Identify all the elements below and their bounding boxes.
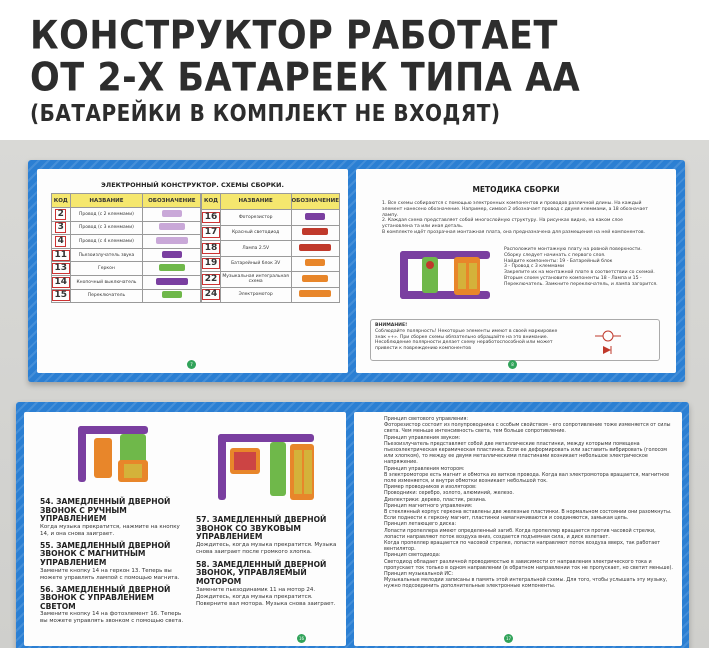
component-piece-icon xyxy=(156,278,188,285)
warning-title: ВНИМАНИЕ! xyxy=(375,323,408,328)
headline-line-2: ОТ 2-Х БАТАРЕЕК ТИПА АА xyxy=(30,56,581,101)
page-assembly-method xyxy=(356,169,676,373)
headline-line-3: (БАТАРЕЙКИ В КОМПЛЕКТ НЕ ВХОДЯТ) xyxy=(30,99,501,127)
principle-line: Принцип магнитного управления: xyxy=(384,502,473,509)
table-row xyxy=(52,275,201,289)
part-code xyxy=(202,209,221,225)
part-code xyxy=(202,241,221,257)
page-number: 7 xyxy=(187,360,196,369)
circuit-text: Замените пьезодинамик 11 на мотор 24. Дождитесь, когда музыка прекратится. Поверните вал мотора. Музыка снова заиграет. xyxy=(196,586,336,607)
page-doorbell-circuits xyxy=(24,412,346,646)
part-code-label: 11 xyxy=(52,250,70,261)
parts-table-title: ЭЛЕКТРОННЫЙ КОНСТРУКТОР. СХЕМЫ СБОРКИ. xyxy=(101,181,284,189)
part-code-label: 15 xyxy=(52,290,70,301)
circuit-title: 54. ЗАМЕДЛЕННЫЙ ДВЕРНОЙ ЗВОНОК С РУЧНЫМ УПРАВЛЕНИЕМ xyxy=(40,497,171,524)
part-code-label: 16 xyxy=(202,212,220,223)
table-row xyxy=(52,235,201,249)
col-header: КОД xyxy=(52,194,71,208)
part-name: Фоторезистор xyxy=(220,209,291,225)
col-header: ОБОЗНАЧЕНИЕ xyxy=(143,194,201,208)
assembly-intro xyxy=(382,201,652,236)
component-piece-icon xyxy=(305,213,325,220)
part-code xyxy=(52,289,71,303)
part-code xyxy=(202,256,221,272)
part-symbol xyxy=(143,289,201,303)
component-piece-icon xyxy=(302,275,328,282)
page-number: 17 xyxy=(505,636,512,641)
circuit-title: 55. ЗАМЕДЛЕННЫЙ ДВЕРНОЙ ЗВОНОК С МАГНИТНЫМ УПРАВЛЕНИЕМ xyxy=(40,540,171,567)
principle-line: Пример проводников и изоляторов: xyxy=(384,484,477,491)
assembly-steps xyxy=(504,247,662,288)
parts-table-right xyxy=(201,193,340,303)
part-name: Музыкальная интегральная схема xyxy=(220,272,291,288)
table-row xyxy=(52,208,201,222)
part-name: Геркон xyxy=(70,262,143,276)
table-row xyxy=(202,241,340,257)
circuit-text: Замените кнопку 14 на геркон 13. Теперь вы можете управлять лампой с помощью магнита. xyxy=(40,567,180,581)
part-name: Кнопочный выключатель xyxy=(70,275,143,289)
part-name: Провод (с 2 клеммами) xyxy=(70,208,143,222)
part-code xyxy=(52,275,71,289)
part-symbol xyxy=(291,225,339,241)
component-piece-icon xyxy=(299,244,331,251)
part-code xyxy=(52,208,71,222)
component-piece-icon xyxy=(305,259,325,266)
part-code-label: 22 xyxy=(202,274,220,285)
circuit-title: 58. ЗАМЕДЛЕННЫЙ ДВЕРНОЙ ЗВОНОК, УПРАВЛЯЕМЫЙ МОТОРОМ xyxy=(196,559,327,586)
principle-line: Диэлектрики: дерево, пластик, резина. xyxy=(384,496,487,503)
principle-line: В стеклянный корпус геркона вставлены две железные пластинки. В нормальном состоянии они разомкнуты. Если поднести к геркону магнит, пластинки намагничиваются и соединяются, замыкая цепь. xyxy=(384,509,672,522)
intro-paragraph: В комплекте идёт прозрачная монтажная плата, она предназначена для размещения на ней компонентов. xyxy=(382,229,646,235)
part-symbol xyxy=(143,248,201,262)
circuit-text: Дождитесь, когда музыка прекратится. Музыка снова заиграет после громкого хлопка. xyxy=(196,541,337,555)
component-piece-icon xyxy=(162,210,182,217)
doorbell-col-right xyxy=(196,516,340,608)
table-row xyxy=(202,256,340,272)
circuit-title: 56. ЗАМЕДЛЕННЫЙ ДВЕРНОЙ ЗВОНОК С УПРАВЛЕНИЕМ СВЕТОМ xyxy=(40,584,171,611)
part-symbol xyxy=(291,209,339,225)
principle-line: Музыкальные мелодии записаны в память этой интегральной схемы. Для того, чтобы услышать эту музыку, нужно подсоединить дополнительные электронные компоненты. xyxy=(384,577,668,590)
component-piece-icon xyxy=(162,251,182,258)
page-number: 8 xyxy=(508,360,517,369)
principle-line: Проводники: серебро, золото, алюминий, железо. xyxy=(384,490,514,497)
part-symbol xyxy=(143,221,201,235)
table-row xyxy=(52,262,201,276)
component-piece-icon xyxy=(156,237,188,244)
part-code-label: 14 xyxy=(52,277,70,288)
part-symbol xyxy=(143,262,201,276)
photo-background xyxy=(0,140,709,648)
part-name: Провод (с 3 клеммами) xyxy=(70,221,143,235)
part-symbol xyxy=(143,208,201,222)
part-code-label: 18 xyxy=(202,243,220,254)
part-name: Красный светодиод xyxy=(220,225,291,241)
step: Найдите компоненты: 19 - Батарейный блок xyxy=(504,258,613,264)
component-piece-icon xyxy=(302,228,328,235)
col-header: НАЗВАНИЕ xyxy=(220,194,291,210)
principle-line: Принцип музыкальной ИС: xyxy=(384,571,454,578)
part-name: Лампа 2.5V xyxy=(220,241,291,257)
table-row xyxy=(52,289,201,303)
step: Закрепите их на монтажной плате в соответствии со схемой. Вторым слоем установите компоненты 18 - Лампа и 15 - Переключатель. Замкните переключатель, и лампа загорится. xyxy=(504,270,658,287)
parts-table-wrap xyxy=(51,193,340,303)
part-code-label: 13 xyxy=(52,263,70,274)
intro-paragraph: 2. Каждая схема представляет собой многослойную структуру. На рисунках видно, на каком слое установлена та или иная деталь. xyxy=(382,218,623,230)
principles-text xyxy=(384,416,676,590)
part-symbol xyxy=(143,235,201,249)
col-header: ОБОЗНАЧЕНИЕ xyxy=(291,194,339,210)
principle-line: Принцип светодиода: xyxy=(384,552,441,559)
component-piece-icon xyxy=(159,223,185,230)
part-code-label: 19 xyxy=(202,258,220,269)
principle-line: Принцип управления мотором: xyxy=(384,465,465,472)
part-name: Батарейный блок 3V xyxy=(220,256,291,272)
part-code xyxy=(52,248,71,262)
circuit-title: 57. ЗАМЕДЛЕННЫЙ ДВЕРНОЙ ЗВОНОК СО ЗВУКОВЫМ УПРАВЛЕНИЕМ xyxy=(196,515,327,542)
top-booklet xyxy=(28,160,685,382)
part-code-label: 17 xyxy=(202,227,220,238)
table-row xyxy=(202,272,340,288)
table-row xyxy=(52,221,201,235)
part-code-label: 2 xyxy=(55,209,66,220)
principle-line: Принцип летающего диска: xyxy=(384,521,457,528)
col-header: КОД xyxy=(202,194,221,210)
headline-line-1: КОНСТРУКТОР РАБОТАЕТ xyxy=(30,14,558,59)
principle-line: Принцип светового управления: xyxy=(384,416,469,422)
page-principles xyxy=(354,412,682,646)
part-symbol xyxy=(291,256,339,272)
doorbell-circuit-2-illustration xyxy=(214,428,324,508)
part-symbol xyxy=(291,287,339,303)
part-symbol xyxy=(291,241,339,257)
table-row xyxy=(202,209,340,225)
circuit-text: Замените кнопку 14 на фотоэлемент 16. Теперь вы можете управлять звонком с помощью света. xyxy=(40,611,184,625)
part-code xyxy=(202,225,221,241)
doorbell-col-left xyxy=(40,498,190,625)
parts-table-left xyxy=(51,193,201,303)
doorbell-circuit-1-illustration xyxy=(74,420,164,490)
principle-line: Светодиод обладает различной проводимостью в зависимости от направления электрического тока и пропускает ток только в одном направлении (в обратном направлении ток не пропускает, но светит меньше). xyxy=(384,558,673,571)
principle-line: Лопасти пропеллера имеют определенный загиб. Когда пропеллер вращается против часовой стрелки, лопасти направляют поток воздуха вниз, создается подъемная сила, и диск взлетает. xyxy=(384,527,656,540)
principle-line: Когда пропеллер вращается по часовой стрелке, лопасти направляют поток воздуха вверх, так работает вентилятор. xyxy=(384,540,661,553)
page-parts-table xyxy=(37,169,348,373)
polarity-symbol-icon xyxy=(593,328,623,356)
part-name: Пьезоизлучатель звука xyxy=(70,248,143,262)
assembly-title: МЕТОДИКА СБОРКИ xyxy=(472,185,560,194)
warning-text: Соблюдайте полярность! Некоторые элементы имеют в своей маркировке знак «+». При сборке схемы обязательно обращайте на это внимание. Несоблюдение полярности делает схему неработоспособной или может привести к повреждению компонентов xyxy=(375,328,558,352)
principle-line: Принцип управления звуком: xyxy=(384,434,461,441)
step: 3 - Провод с 3 клеммами xyxy=(504,264,564,270)
part-name: Электромотор xyxy=(220,287,291,303)
principle-line: Пьезоизлучатель представляет собой две металлические пластинки, между которыми помещена пьезоэлектрическая керамическая пластинка. Если ее деформировать или заставить вибрировать (голосом или хлопком), то между ее двумя металлическими пластинами возникает небольшое электрическое напряжение. xyxy=(384,440,667,466)
table-row xyxy=(202,225,340,241)
part-name: Провод (с 4 клеммами) xyxy=(70,235,143,249)
component-piece-icon xyxy=(162,291,182,298)
principle-line: Фоторезистор состоит из полупроводника с особым свойством - его сопротивление тоже изменяется от силы света. Чем меньше интенсивность света, тем больше сопротивление. xyxy=(384,422,671,435)
part-name: Переключатель xyxy=(70,289,143,303)
part-code-label: 3 xyxy=(55,222,66,233)
table-row xyxy=(202,287,340,303)
table-row xyxy=(52,248,201,262)
step: Расположите монтажную плату на ровной поверхности. xyxy=(504,247,642,252)
step: Сборку следует начинать с первого слоя. xyxy=(504,252,606,258)
part-symbol xyxy=(143,275,201,289)
part-code xyxy=(52,235,71,249)
page-number: 16 xyxy=(298,636,305,641)
principle-line: В электромоторе есть магнит и обмотка из витков провода. Когда вал электромотора вращается, магнитное поле изменяется, и внутри обмотки возникает небольшой ток. xyxy=(384,471,670,485)
circuit-text: Когда музыка прекратится, нажмите на кнопку 14, и она снова заиграет. xyxy=(40,523,180,537)
circuit-illustration xyxy=(396,245,496,303)
col-header: НАЗВАНИЕ xyxy=(70,194,143,208)
bottom-booklet xyxy=(16,402,689,648)
part-symbol xyxy=(291,272,339,288)
part-code-label: 24 xyxy=(202,289,220,300)
part-code xyxy=(52,262,71,276)
part-code xyxy=(202,287,221,303)
part-code-label: 4 xyxy=(55,236,66,247)
component-piece-icon xyxy=(159,264,185,271)
warning-box xyxy=(370,319,660,361)
part-code xyxy=(202,272,221,288)
intro-paragraph: 1. Все схемы собираются с помощью электронных компонентов и проводов различной длины. На каждый элемент нанесено обозначение. Например, символ 2 обозначает провод с двумя клеммами, а 18 обозначает лампу. xyxy=(382,201,648,218)
part-code xyxy=(52,221,71,235)
component-piece-icon xyxy=(299,290,331,297)
